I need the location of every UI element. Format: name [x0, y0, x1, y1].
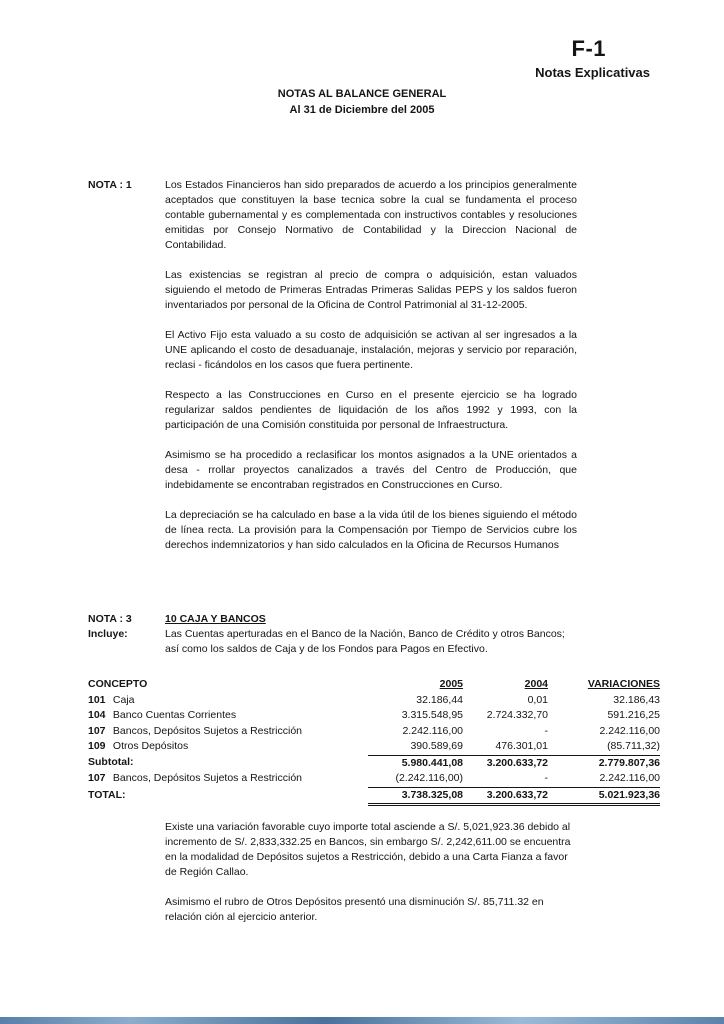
restriction-2005: (2.242.116,00)	[368, 771, 463, 788]
total-label: TOTAL:	[88, 788, 126, 801]
nota-3-label: NOTA : 3	[88, 613, 132, 625]
closing-commentary	[165, 820, 577, 940]
value-2004: 2.724.332,70	[486, 709, 548, 721]
value-variacion: 32.186,43	[613, 693, 660, 706]
table-row	[88, 724, 660, 740]
total-variacion: 5.021.923,36	[548, 788, 660, 807]
bottom-edge-bar	[0, 1017, 724, 1024]
paragraph: Asimismo el rubro de Otros Depósitos presentó una disminución S/. 85,711.32 en relación ción al ejercicio anterior.	[165, 896, 544, 923]
value-2004: 476.301,01	[495, 740, 548, 752]
paragraph: Asimismo se ha procedido a reclasificar los montos asignados a la UNE orientados a desa - rrollar proyectos canalizados a través del Centro de Producción, que indebidamente se encontraban registrados en Construcciones en Curso.	[165, 449, 577, 491]
subtotal-row	[88, 755, 660, 772]
section-heading: 10 CAJA Y BANCOS	[165, 613, 266, 625]
value-2004: -	[544, 724, 548, 737]
table-row	[88, 693, 660, 709]
subtotal-variacion: 2.779.807,36	[548, 755, 660, 772]
restriction-2004: -	[463, 771, 548, 788]
account-code: 109	[88, 740, 106, 752]
paragraph: El Activo Fijo esta valuado a su costo de adquisición se activan al ser ingresados a la UNE aplicando el costo de desaduanaje, instalación, mejoras y servicio por reparación, reclasi - ficándolos en los casos que fuera pertinente.	[165, 329, 577, 371]
nota-1-body	[165, 178, 577, 553]
subtotal-label: Subtotal:	[88, 755, 134, 768]
table-row	[88, 739, 660, 755]
document-title: NOTAS AL BALANCE GENERAL	[277, 88, 447, 100]
paragraph: Respecto a las Construcciones en Curso en el presente ejercicio se ha logrado regularizar saldos pendientes de liquidación de los años 1992 y 1993, con la participación de una Comisión constituida por personal de Infraestructura.	[165, 389, 577, 431]
value-variacion: (85.711,32)	[607, 740, 660, 752]
account-name: Bancos, Depósitos Sujetos a Restricción	[112, 772, 303, 784]
restriction-row	[88, 771, 660, 788]
account-code: 107	[88, 772, 106, 784]
subtotal-2004: 3.200.633,72	[463, 755, 548, 772]
value-2005: 2.242.116,00	[402, 724, 463, 737]
account-name: Banco Cuentas Corrientes	[112, 709, 237, 721]
paragraph: Existe una variación favorable cuyo importe total asciende a S/. 5,021,923.36 debido al incremento de S/. 2,833,332.25 en Bancos, sin embargo S/. 2,242,611.00 se encuentra en la modalidad de Depósitos sujetos a Restricción, debido a una Carta Fianza a favor de Región Callao.	[165, 821, 571, 878]
page-subtitle: Notas Explicativas	[535, 65, 650, 80]
value-2004: 0,01	[527, 693, 548, 706]
document-date: Al 31 de Diciembre del 2005	[289, 104, 435, 116]
accounts-table	[88, 677, 660, 806]
account-name: Caja	[112, 693, 135, 706]
nota-1-label: NOTA : 1	[88, 179, 132, 191]
account-code: 104	[88, 709, 106, 721]
paragraph: Los Estados Financieros han sido preparados de acuerdo a los principios generalmente aceptados que constituyen la base tecnica sobre la cual se fundamenta el proceso contable gubernamental y es complementada con instructivos contables y resoluciones emitidas por Consejo Normativo de Contabilidad y la Direccion Nacional de Contabilidad.	[165, 179, 577, 251]
value-variacion: 2.242.116,00	[599, 724, 660, 737]
document-title-block	[0, 86, 724, 118]
table-header-row	[88, 677, 660, 693]
form-code: F-1	[571, 36, 606, 61]
col-header-variaciones: VARIACIONES	[587, 678, 660, 690]
subtotal-2005: 5.980.441,08	[368, 755, 463, 772]
nota-3-section	[88, 612, 577, 657]
account-code: 107	[88, 724, 106, 737]
paragraph: Las existencias se registran al precio de compra o adquisición, estan valuados siguiendo el metodo de Primeras Entradas Primeras Salidas PEPS y los saldos fueron inventariados por personal de la Oficina de Control Patrimonial al 31-12-2005.	[165, 269, 577, 311]
restriction-variacion: 2.242.116,00	[548, 771, 660, 788]
account-name: Bancos, Depósitos Sujetos a Restricción	[112, 724, 303, 737]
col-header-2004: 2004	[524, 678, 548, 690]
total-2005: 3.738.325,08	[368, 788, 463, 807]
header-block	[535, 36, 650, 80]
value-variacion: 591.216,25	[607, 709, 660, 721]
account-name: Otros Depósitos	[112, 740, 189, 752]
paragraph: La depreciación se ha calculado en base a la vida útil de los bienes siguiendo el método de línea recta. La provisión para la Compensación por Tiempo de Servicios cubre los derechos indemnizatorios y han sido calculados en la Oficina de Recursos Humanos	[165, 509, 577, 551]
col-header-2005: 2005	[439, 678, 463, 690]
account-code: 101	[88, 693, 106, 706]
table-row	[88, 708, 660, 724]
col-header-concepto: CONCEPTO	[88, 678, 148, 690]
incluye-text: Las Cuentas aperturadas en el Banco de la Nación, Banco de Crédito y otros Bancos; así como los saldos de Caja y de los Fondos para Pagos en Efectivo.	[165, 628, 565, 655]
value-2005: 3.315.548,95	[401, 709, 463, 721]
total-2004: 3.200.633,72	[463, 788, 548, 807]
total-row	[88, 788, 660, 807]
nota-1-section	[88, 178, 577, 553]
value-2005: 390.589,69	[410, 740, 463, 752]
value-2005: 32.186,44	[416, 693, 463, 706]
incluye-label: Incluye:	[88, 628, 128, 640]
